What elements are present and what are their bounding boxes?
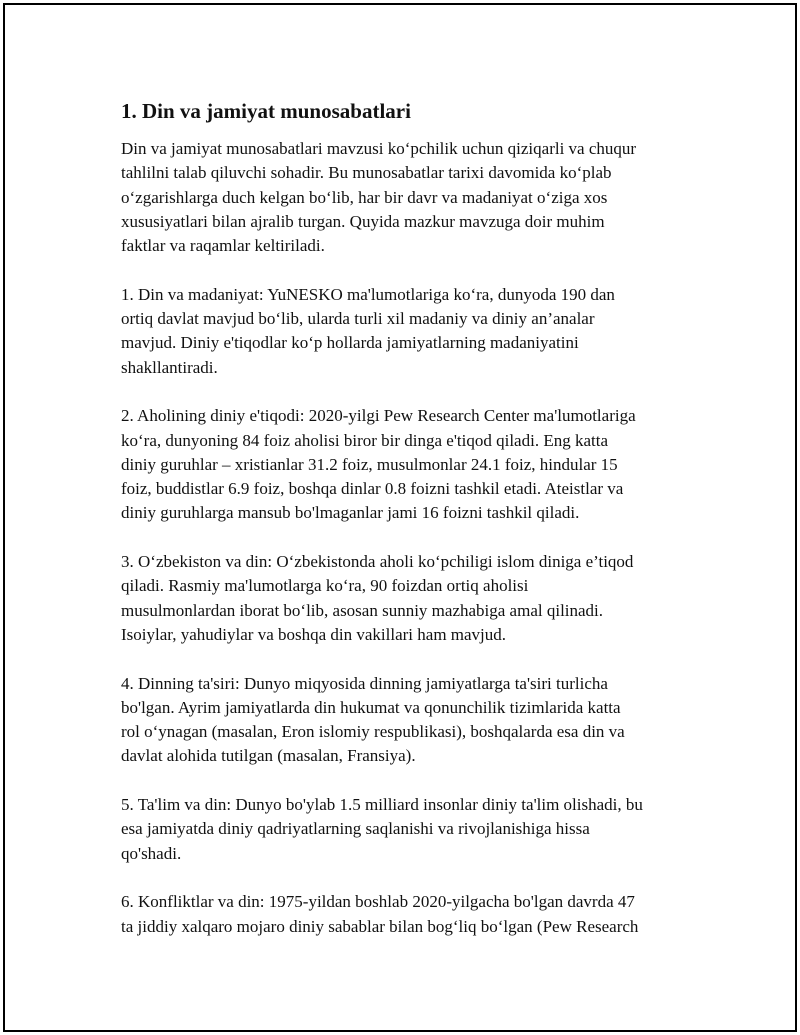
paragraph-line: 6. Konfliktlar va din: 1975-yildan boshlab 2020-yilgacha bo'lgan davrda 47	[121, 892, 635, 912]
paragraph-line: o‘zgarishlarga duch kelgan bo‘lib, har bir davr va madaniyat o‘ziga xos	[121, 187, 608, 207]
paragraph-line: faktlar va raqamlar keltiriladi.	[121, 236, 325, 256]
paragraph-line: bo'lgan. Ayrim jamiyatlarda din hukumat va qonunchilik tizimlarida katta	[121, 697, 621, 717]
paragraph-line: 2. Aholining diniy e'tiqodi: 2020-yilgi Pew Research Center ma'lumotlariga	[121, 406, 636, 426]
paragraph-line: 1. Din va madaniyat: YuNESKO ma'lumotlariga ko‘ra, dunyoda 190 dan	[121, 284, 615, 304]
paragraph-item-3	[121, 550, 701, 647]
paragraph-item-5	[121, 793, 701, 866]
paragraph-line: ko‘ra, dunyoning 84 foiz aholisi biror bir dinga e'tiqod qiladi. Eng katta	[121, 430, 608, 450]
paragraph-line: tahlilni talab qiluvchi sohadir. Bu munosabatlar tarixi davomida ko‘plab	[121, 163, 612, 183]
paragraph-line: qo'shadi.	[121, 843, 182, 863]
paragraph-line: rol o‘ynagan (masalan, Eron islomiy respublikasi), boshqalarda esa din va	[121, 722, 625, 742]
paragraph-line: 3. O‘zbekiston va din: O‘zbekistonda aholi ko‘pchiligi islom diniga e’tiqod	[121, 552, 634, 572]
paragraph-line: musulmonlardan iborat bo‘lib, asosan sunniy mazhabiga amal qilinadi.	[121, 600, 604, 620]
paragraph-line: xususiyatlari bilan ajralib turgan. Quyida mazkur mavzuga doir muhim	[121, 211, 605, 231]
paragraph-line: diniy guruhlarga mansub bo'lmaganlar jami 16 foizni tashkil qiladi.	[121, 503, 580, 523]
paragraph-item-6	[121, 890, 701, 939]
paragraph-line: Isoiylar, yahudiylar va boshqa din vakillari ham mavjud.	[121, 624, 507, 644]
paragraph-line: 5. Ta'lim va din: Dunyo bo'ylab 1.5 milliard insonlar diniy ta'lim olishadi, bu	[121, 795, 643, 815]
paragraph-line: ortiq davlat mavjud bo‘lib, ularda turli xil madaniy va diniy an’analar	[121, 309, 595, 329]
paragraph-line: 4. Dinning ta'siri: Dunyo miqyosida dinning jamiyatlarga ta'siri turlicha	[121, 673, 608, 693]
paragraph-line: diniy guruhlar – xristianlar 31.2 foiz, musulmonlar 24.1 foiz, hindular 15	[121, 454, 618, 474]
paragraph-line: qiladi. Rasmiy ma'lumotlarga ko‘ra, 90 foizdan ortiq aholisi	[121, 576, 529, 596]
document-title: 1. Din va jamiyat munosabatlari	[121, 99, 411, 123]
paragraph-line: shakllantiradi.	[121, 357, 218, 377]
paragraph-line: Din va jamiyat munosabatlari mavzusi ko‘pchilik uchun qiziqarli va chuqur	[121, 139, 637, 158]
paragraph-line: ta jiddiy xalqaro mojaro diniy sabablar bilan bog‘liq bo‘lgan (Pew Research	[121, 916, 639, 936]
paragraph-line: davlat alohida tutilgan (masalan, Fransiya).	[121, 746, 416, 766]
paragraph-line: foiz, buddistlar 6.9 foiz, boshqa dinlar 0.8 foizni tashkil etadi. Ateistlar va	[121, 479, 624, 499]
paragraph-item-2	[121, 404, 701, 525]
document-page	[3, 3, 797, 1032]
document-content	[121, 97, 701, 963]
paragraph-line: esa jamiyatda diniy qadriyatlarning saqlanishi va rivojlanishiga hissa	[121, 819, 590, 839]
paragraph-intro	[121, 137, 701, 258]
paragraph-line: mavjud. Diniy e'tiqodlar ko‘p hollarda jamiyatlarning madaniyatini	[121, 333, 579, 353]
paragraph-item-4	[121, 672, 701, 769]
paragraph-item-1	[121, 283, 701, 380]
